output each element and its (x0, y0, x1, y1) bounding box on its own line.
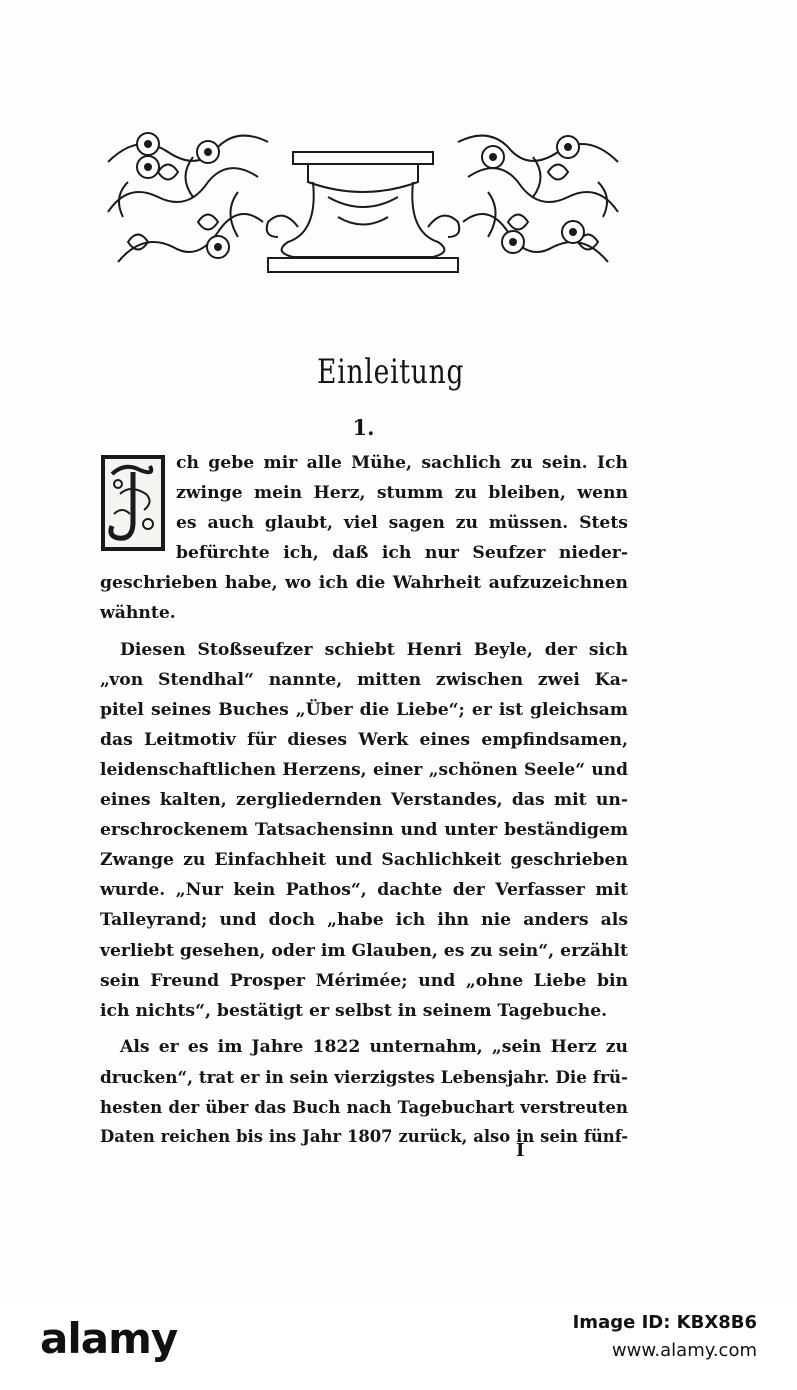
section-number: 1. (352, 415, 375, 440)
text-line: hesten der über das Buch nach Tagebuchart verstreuten (100, 1096, 628, 1117)
text-line: eines kalten, zergliedernden Verstandes, das mit un- (100, 790, 628, 811)
text-line: Diesen Stoßseufzer schiebt Henri Beyle, der sich (120, 639, 628, 660)
text-line: erschrockenem Tatsachensinn und unter beständigem (100, 820, 628, 841)
drop-cap-letter (100, 448, 101, 449)
image-id-label: Image ID: KBX8B6 (572, 1312, 757, 1333)
text-line: es auch glaubt, viel sagen zu müssen. Stets (176, 513, 628, 534)
body-text (100, 448, 628, 1158)
text-line: „von Stendhal“ nannte, mitten zwischen zwei Ka- (100, 669, 628, 690)
decorated-initial-icon (100, 454, 166, 552)
page-signature: I (516, 1140, 525, 1161)
text-line: geschrieben habe, wo ich die Wahrheit aufzuzeichnen (100, 573, 628, 594)
text-line: pitel seines Buches „Über die Liebe“; er ist gleichsam (100, 699, 628, 720)
stock-footer (0, 1298, 797, 1390)
chapter-title: Einleitung (317, 352, 465, 392)
paragraph-1 (100, 448, 628, 629)
paragraph-3 (100, 1032, 628, 1152)
floral-headpiece-icon (98, 122, 628, 282)
text-line: Zwange zu Einfachheit und Sachlichkeit geschrieben (100, 850, 628, 871)
text-line: leidenschaftlichen Herzens, einer „schönen Seele“ und (100, 759, 628, 780)
paragraph-2 (100, 635, 628, 1026)
text-line: Als er es im Jahre 1822 unternahm, „sein Herz zu (120, 1036, 628, 1057)
text-line: befürchte ich, daß ich nur Seufzer nieder- (176, 543, 628, 564)
text-line: zwinge mein Herz, stumm zu bleiben, wenn (176, 483, 628, 504)
text-line: ich nichts“, bestätigt er selbst in seinem Tagebuche. (100, 1000, 608, 1021)
text-line: wurde. „Nur kein Pathos“, dachte der Verfasser mit (100, 880, 628, 901)
text-line: das Leitmotiv für dieses Werk eines empfindsamen, (100, 729, 628, 750)
text-line: Daten reichen bis ins Jahr 1807 zurück, also in sein fünf- (100, 1127, 628, 1147)
text-line: drucken“, trat er in sein vierzigstes Lebensjahr. Die frü- (100, 1066, 629, 1087)
brand-logo: alamy (40, 1314, 178, 1363)
text-line: Talleyrand; und doch „habe ich ihn nie anders als (100, 910, 628, 931)
text-line: sein Freund Prosper Mérimée; und „ohne Liebe bin (100, 970, 628, 991)
site-url: www.alamy.com (611, 1340, 757, 1361)
text-line: ch gebe mir alle Mühe, sachlich zu sein. Ich (176, 453, 628, 473)
text-line: wähnte. (100, 603, 176, 624)
text-line: verliebt gesehen, oder im Glauben, es zu sein“, erzählt (100, 940, 628, 961)
